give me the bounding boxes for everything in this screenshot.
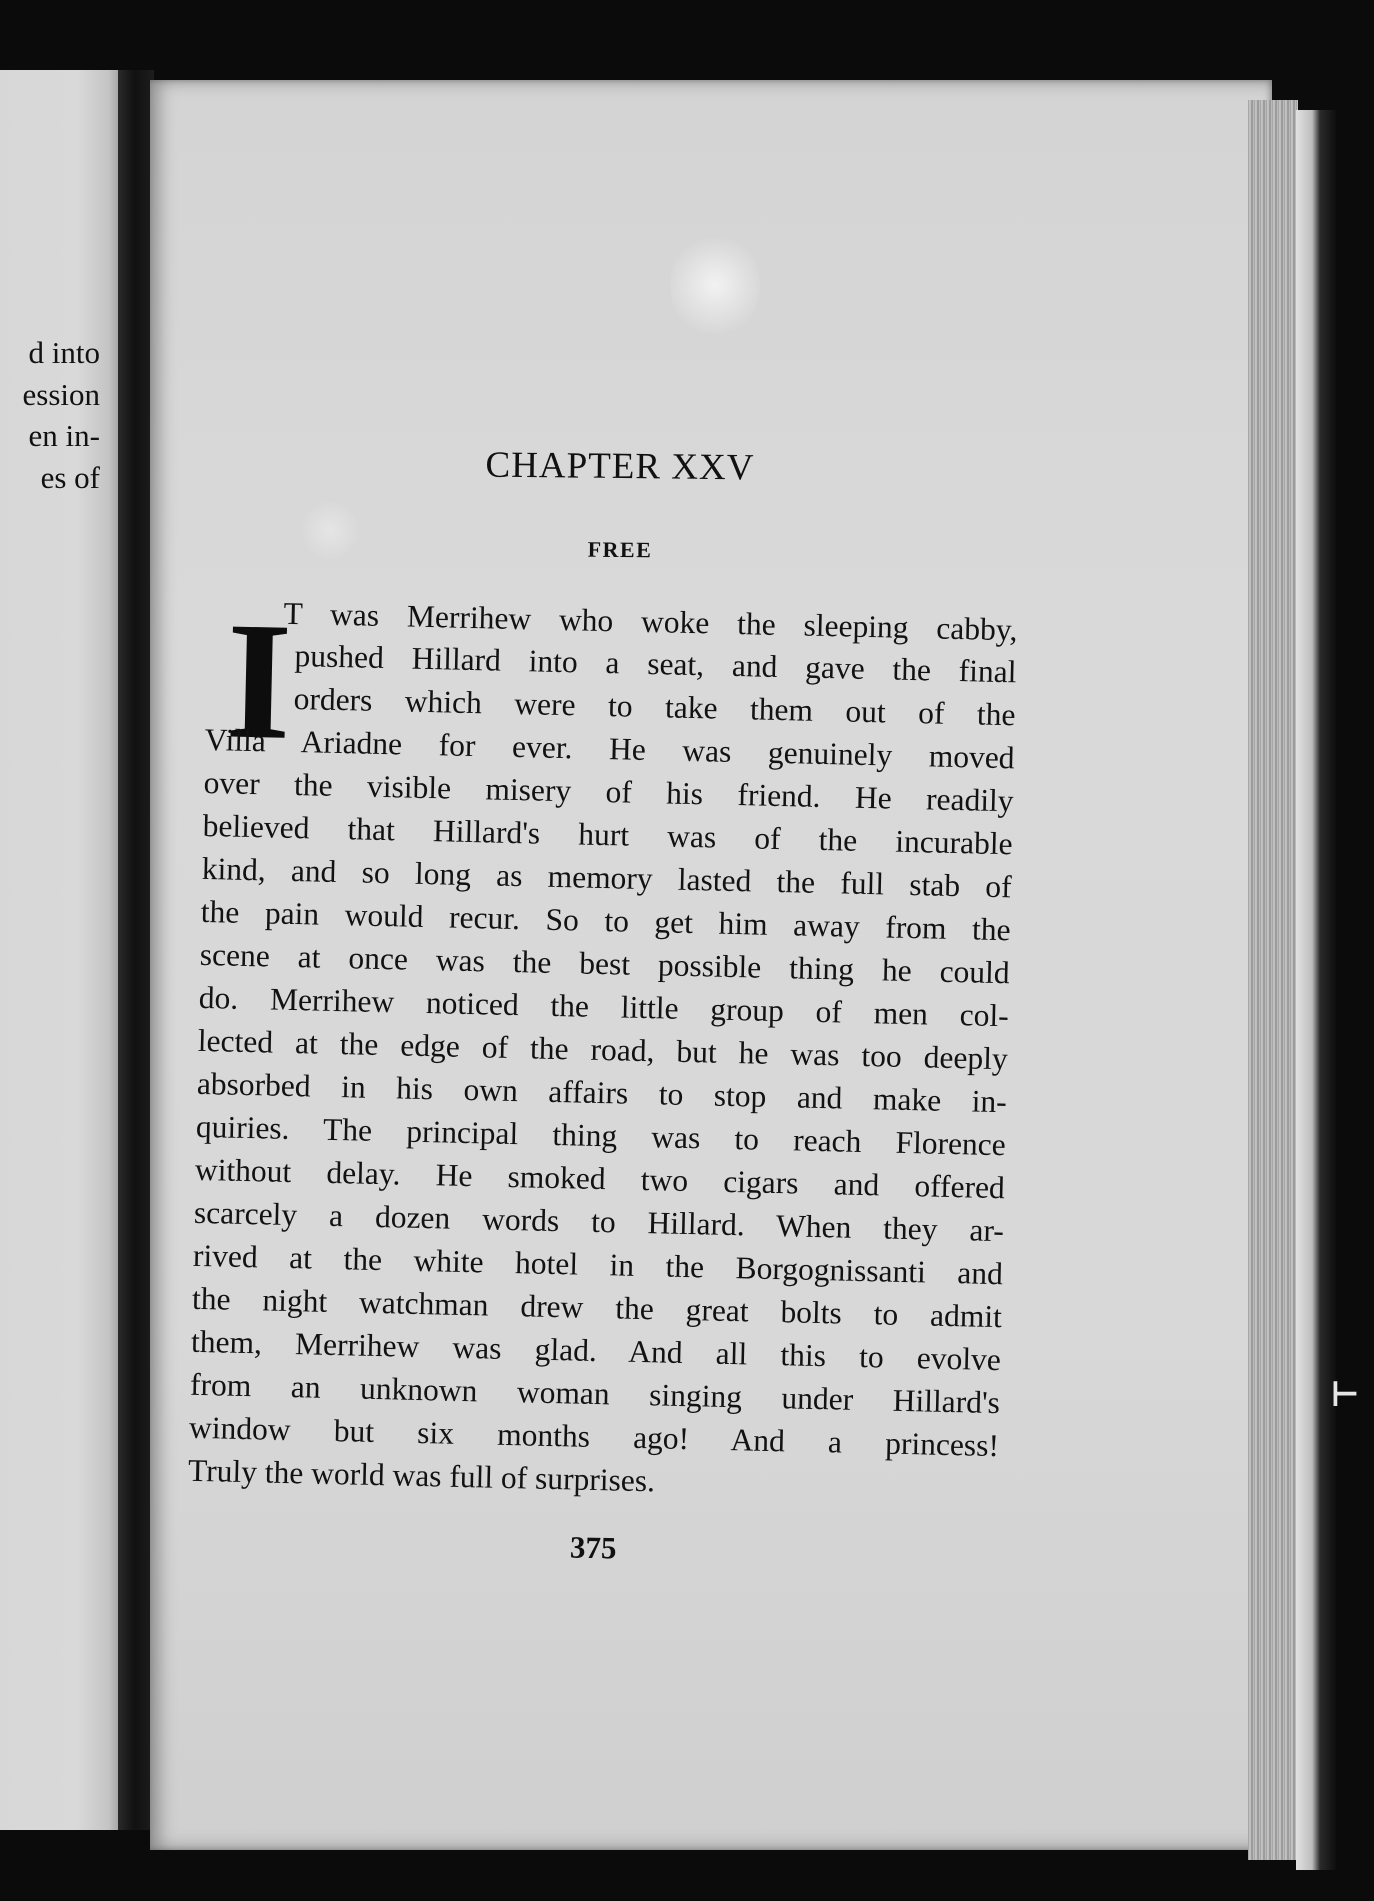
left-page-fragment: en in- — [28, 418, 100, 453]
page-stack-edges — [1248, 100, 1298, 1860]
text-line: absorbed in his own affairs to stop and make in- — [196, 1065, 1008, 1120]
text-line: T was Merrihew who woke the sleeping cabby, — [283, 595, 1018, 648]
text-line: pushed Hillard into a seat, and gave the final — [294, 637, 1017, 690]
left-page-fragment: es of — [40, 460, 100, 495]
chapter-heading: CHAPTER XXV — [485, 444, 755, 489]
book-gutter — [118, 70, 154, 1830]
text-line: Villa Ariadne for ever. He was genuinely moved — [204, 721, 1015, 776]
text-line: Truly the world was full of surprises. — [187, 1452, 656, 1499]
text-line: believed that Hillard's hurt was of the incurable — [202, 807, 1013, 862]
text-line: over the visible misery of his friend. He readily — [203, 764, 1014, 819]
text-line: quiries. The principal thing was to reach Florence — [195, 1108, 1007, 1163]
left-page-fragment: d into — [28, 335, 100, 370]
left-page-fragment: ession — [22, 377, 100, 412]
chapter-subtitle: FREE — [587, 536, 653, 563]
text-line: them, Merrihew was glad. And all this to evolve — [190, 1323, 1002, 1378]
book-cover-edge — [1296, 110, 1336, 1870]
text-line: scene at once was the best possible thing he could — [199, 936, 1011, 991]
text-line: the night watchman drew the great bolts to admit — [191, 1280, 1003, 1335]
scan-artifact-mark: ⊢ — [1330, 1377, 1361, 1414]
text-line: without delay. He smoked two cigars and offered — [194, 1151, 1006, 1206]
paper-highlight — [300, 500, 360, 560]
text-line: orders which were to take them out of the — [293, 680, 1016, 733]
drop-cap: I — [223, 587, 294, 775]
text-line: from an unknown woman singing under Hillard's — [189, 1366, 1001, 1421]
text-line: rived at the white hotel in the Borgognissanti and — [192, 1237, 1004, 1292]
text-line: the pain would recur. So to get him away from the — [200, 893, 1012, 948]
page-number: 375 — [569, 1529, 617, 1566]
text-line: do. Merrihew noticed the little group of men col- — [198, 979, 1010, 1034]
text-line: scarcely a dozen words to Hillard. When they ar- — [193, 1194, 1005, 1249]
left-facing-page — [0, 70, 128, 1830]
text-line: kind, and so long as memory lasted the full stab of — [201, 850, 1013, 905]
paper-highlight — [670, 230, 760, 340]
text-line: window but six months ago! And a princess! — [188, 1409, 1000, 1464]
text-line: lected at the edge of the road, but he was too deeply — [197, 1022, 1009, 1077]
